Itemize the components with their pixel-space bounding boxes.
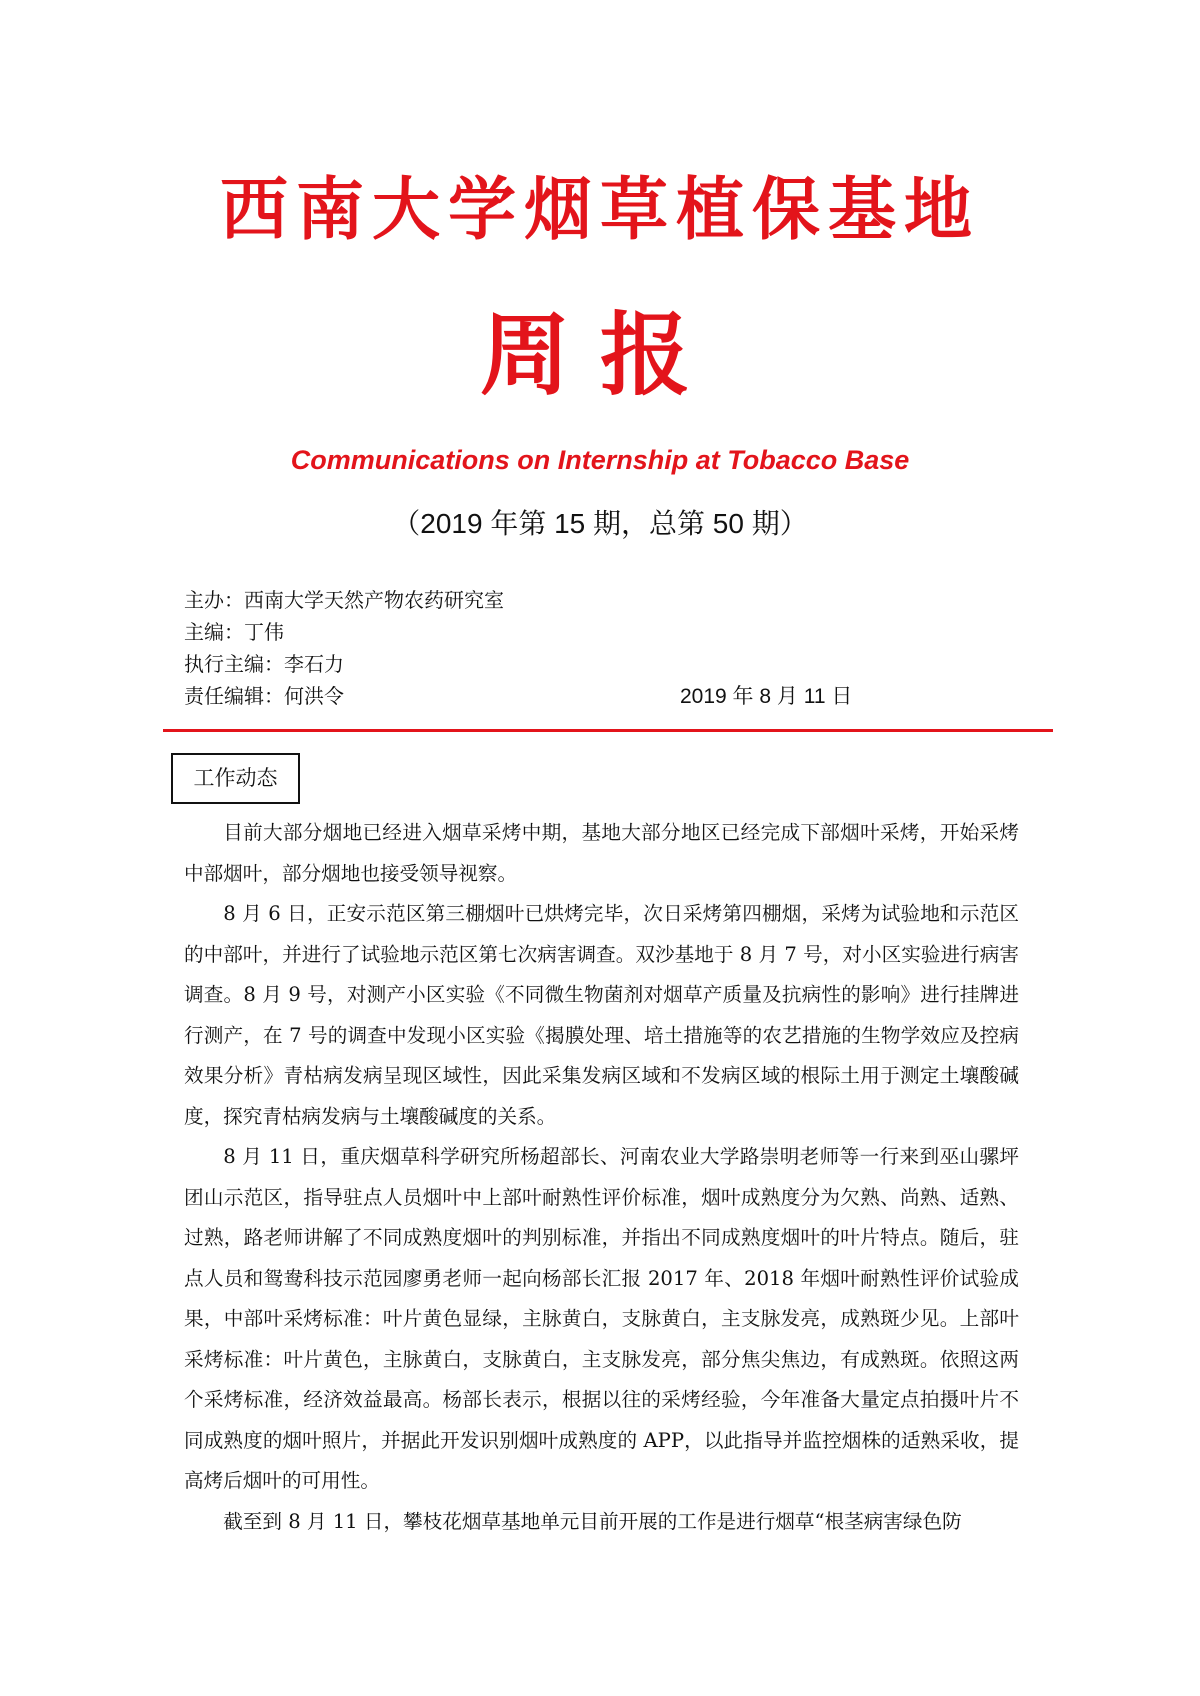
header-divider (163, 729, 1053, 732)
issue-line: （2019 年第 15 期，总第 50 期） (392, 508, 808, 539)
paragraph: 目前大部分烟地已经进入烟草采烤中期，基地大部分地区已经完成下部烟叶采烤，开始采烤中部烟叶，部分烟地也接受领导视察。 (184, 821, 1019, 885)
chief-editor: 主编：丁伟 (184, 620, 284, 644)
section-heading: 工作动态 (171, 753, 300, 804)
paragraph: 截至到 8 月 11 日，攀枝花烟草基地单元目前开展的工作是进行烟草“根茎病害绿色防 (223, 1509, 962, 1533)
executive-editor: 执行主编：李石力 (184, 652, 344, 676)
issue-date: 2019 年 8 月 11 日 (680, 685, 853, 708)
responsible-editor: 责任编辑：何洪令 (184, 684, 344, 708)
article-body (184, 813, 1019, 1542)
masthead-info (184, 585, 504, 713)
english-title: Communications on Internship at Tobacco Base (290, 445, 910, 475)
newsletter-subtitle: 周报 (480, 302, 720, 408)
organizer: 主办：西南大学天然产物农药研究室 (184, 588, 504, 612)
newsletter-title: 西南大学烟草植保基地 (219, 170, 980, 250)
paragraph: 8 月 6 日，正安示范区第三棚烟叶已烘烤完毕，次日采烤第四棚烟，采烤为试验地和示范区的中部叶，并进行了试验地示范区第七次病害调查。双沙基地于 8 月 7 号，对小区实验进行病害调查。8 月 9 号，对测产小区实验《不同微生物菌剂对烟草产质量及抗病性的影响》进行挂牌进行测产，在 7 号的调查中发现小区实验《揭膜处理、培土措施等的农艺措施的生物学效应及控病效果分析》青枯病发病呈现区域性，因此采集发病区域和不发病区域的根际土用于测定土壤酸碱度，探究青枯病发病与土壤酸碱度的关系。 (184, 902, 1019, 1128)
paragraph: 8 月 11 日，重庆烟草科学研究所杨超部长、河南农业大学路崇明老师等一行来到巫山骡坪团山示范区，指导驻点人员烟叶中上部叶耐熟性评价标准，烟叶成熟度分为欠熟、尚熟、适熟、过熟，路老师讲解了不同成熟度烟叶的判别标准，并指出不同成熟度烟叶的叶片特点。随后，驻点人员和鸳鸯科技示范园廖勇老师一起向杨部长汇报 2017 年、2018 年烟叶耐熟性评价试验成果，中部叶采烤标准：叶片黄色显绿，主脉黄白，支脉黄白，主支脉发亮，成熟斑少见。上部叶采烤标准：叶片黄色，主脉黄白，支脉黄白，主支脉发亮，部分焦尖焦边，有成熟斑。依照这两个采烤标准，经济效益最高。杨部长表示，根据以往的采烤经验，今年准备大量定点拍摄叶片不同成熟度的烟叶照片，并据此开发识别烟叶成熟度的 APP，以此指导并监控烟株的适熟采收，提高烤后烟叶的可用性。 (184, 1145, 1019, 1492)
